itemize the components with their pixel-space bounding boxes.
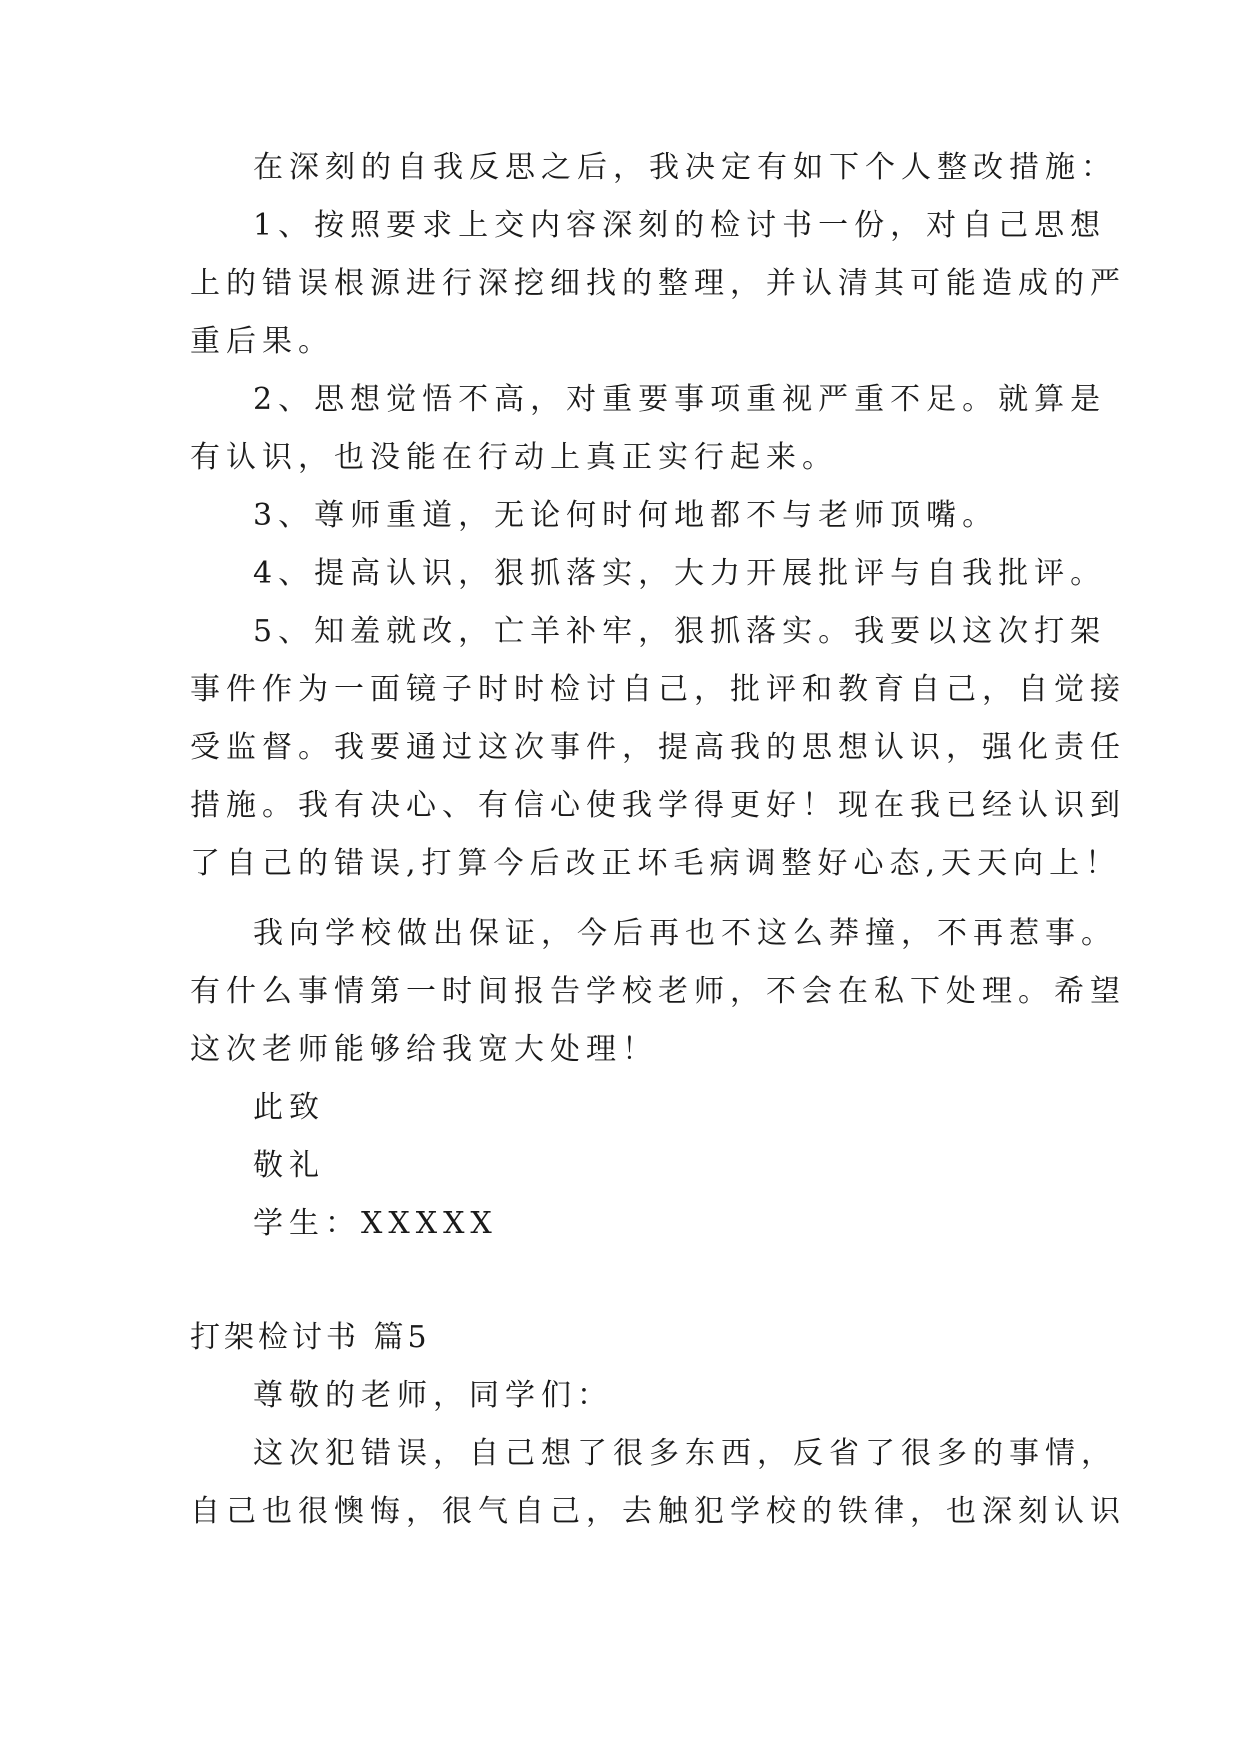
paragraph-line: 上的错误根源进行深挖细找的整理，并认清其可能造成的严 bbox=[190, 266, 1126, 301]
paragraph-line: 有什么事情第一时间报告学校老师，不会在私下处理。希望 bbox=[190, 974, 1126, 1009]
paragraph-line: 1、按照要求上交内容深刻的检讨书一份，对自己思想 bbox=[253, 208, 1107, 243]
paragraph-line: 这次犯错误，自己想了很多东西，反省了很多的事情， bbox=[253, 1436, 1117, 1471]
paragraph-line: 4、提高认识，狠抓落实，大力开展批评与自我批评。 bbox=[253, 556, 1107, 591]
paragraph-line: 措施。我有决心、有信心使我学得更好！现在我已经认识到 bbox=[190, 788, 1126, 823]
paragraph-line: 2、思想觉悟不高，对重要事项重视严重不足。就算是 bbox=[253, 382, 1107, 417]
signature-line: 学生：XXXXX bbox=[253, 1206, 498, 1241]
paragraph-line: 事件作为一面镜子时时检讨自己，批评和教育自己，自觉接 bbox=[190, 672, 1126, 707]
paragraph-line: 自己也很懊悔，很气自己，去触犯学校的铁律，也深刻认识 bbox=[190, 1494, 1126, 1529]
paragraph-line: 我向学校做出保证，今后再也不这么莽撞，不再惹事。 bbox=[253, 916, 1117, 951]
paragraph-line: 3、尊师重道，无论何时何地都不与老师顶嘴。 bbox=[253, 498, 999, 533]
paragraph-line: 5、知羞就改，亡羊补牢，狠抓落实。我要以这次打架 bbox=[253, 614, 1107, 649]
closing-line: 此致 bbox=[253, 1090, 325, 1125]
paragraph-line: 在深刻的自我反思之后，我决定有如下个人整改措施： bbox=[253, 150, 1117, 185]
paragraph-line: 这次老师能够给我宽大处理！ bbox=[190, 1032, 658, 1067]
salutation-line: 尊敬的老师，同学们： bbox=[253, 1378, 613, 1413]
section-heading: 打架检讨书 篇5 bbox=[190, 1320, 431, 1355]
paragraph-line: 重后果。 bbox=[190, 324, 334, 359]
closing-line: 敬礼 bbox=[253, 1148, 325, 1183]
paragraph-line: 受监督。我要通过这次事件，提高我的思想认识，强化责任 bbox=[190, 730, 1126, 765]
paragraph-line: 了自己的错误,打算今后改正坏毛病调整好心态,天天向上！ bbox=[190, 846, 1122, 881]
paragraph-line: 有认识，也没能在行动上真正实行起来。 bbox=[190, 440, 838, 475]
